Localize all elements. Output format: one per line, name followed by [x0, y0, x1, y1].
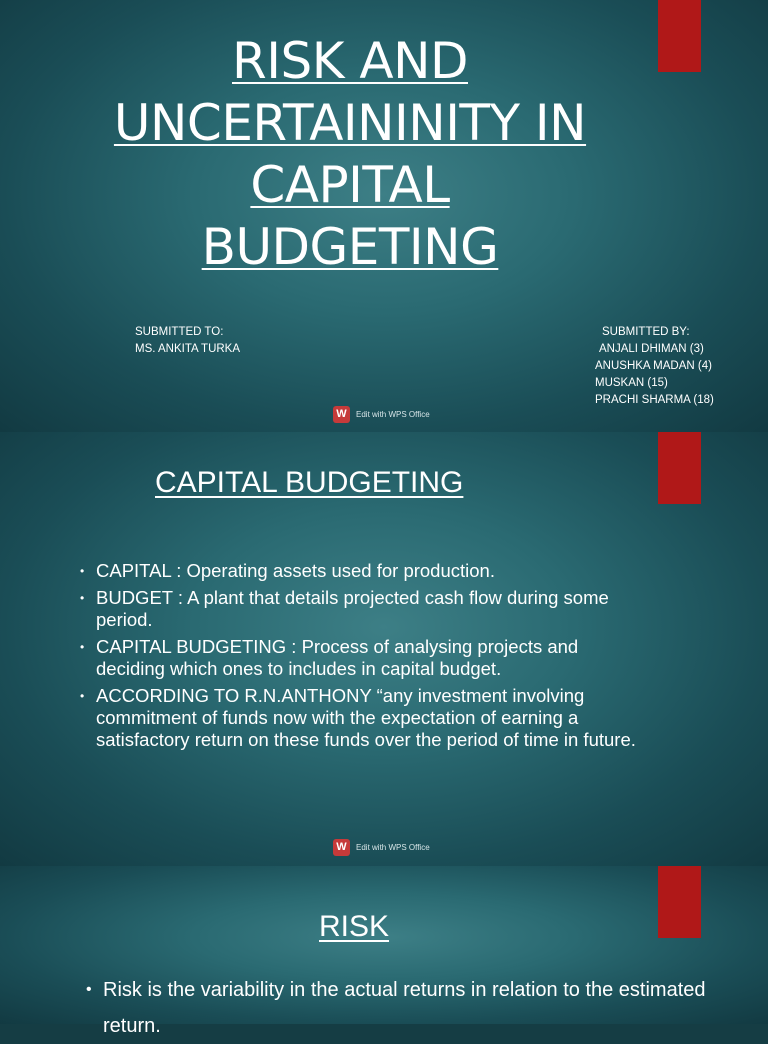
title-line: RISK AND [231, 32, 468, 90]
slide-heading: RISK [319, 910, 390, 943]
list-item: • BUDGET : A plant that details projected cash flow during some period. [80, 587, 640, 631]
title-line: CAPITAL [250, 156, 450, 214]
red-accent-bar [658, 866, 701, 938]
wps-office-icon: W [333, 406, 350, 423]
red-accent-bar [658, 0, 701, 72]
title-line: BUDGETING [201, 218, 499, 276]
wps-edit-badge[interactable] [333, 405, 430, 423]
member-name: ANUSHKA MADAN (4) [595, 360, 712, 372]
slide-title [0, 0, 768, 432]
presentation-title [100, 30, 600, 278]
slide-capital-budgeting [0, 432, 768, 866]
slide-risk [0, 866, 768, 1037]
member-name: ANJALI DHIMAN (3) [599, 343, 704, 355]
submitted-by-label: SUBMITTED BY: [602, 326, 690, 338]
member-name: MUSKAN (15) [595, 377, 668, 389]
list-item-text: Risk is the variability in the actual returns in relation to the estimated return. [103, 979, 706, 1037]
member-name: PRACHI SHARMA (18) [595, 394, 714, 406]
wps-edit-badge[interactable] [333, 838, 430, 856]
bullet-dot: • [86, 981, 92, 998]
wps-edit-label: Edit with WPS Office [356, 842, 430, 852]
wps-edit-label: Edit with WPS Office [356, 409, 430, 419]
list-item: • ACCORDING TO R.N.ANTHONY “any investment involving commitment of funds now with the expectation of earning a satisfactory return on these funds over the period of time in future. [80, 685, 640, 751]
wps-office-icon: W [333, 839, 350, 856]
red-accent-bar [658, 432, 701, 504]
title-line: UNCERTAININITY IN [113, 94, 587, 152]
slide-heading: CAPITAL BUDGETING [155, 466, 464, 499]
bullet-list [80, 560, 640, 756]
submitted-to-label: SUBMITTED TO: [135, 326, 224, 338]
list-item: • CAPITAL : Operating assets used for production. [80, 560, 640, 582]
list-item [86, 972, 706, 1044]
submitted-to-name: MS. ANKITA TURKA [135, 343, 241, 355]
list-item: • CAPITAL BUDGETING : Process of analysing projects and deciding which ones to includes in capital budget. [80, 636, 640, 680]
